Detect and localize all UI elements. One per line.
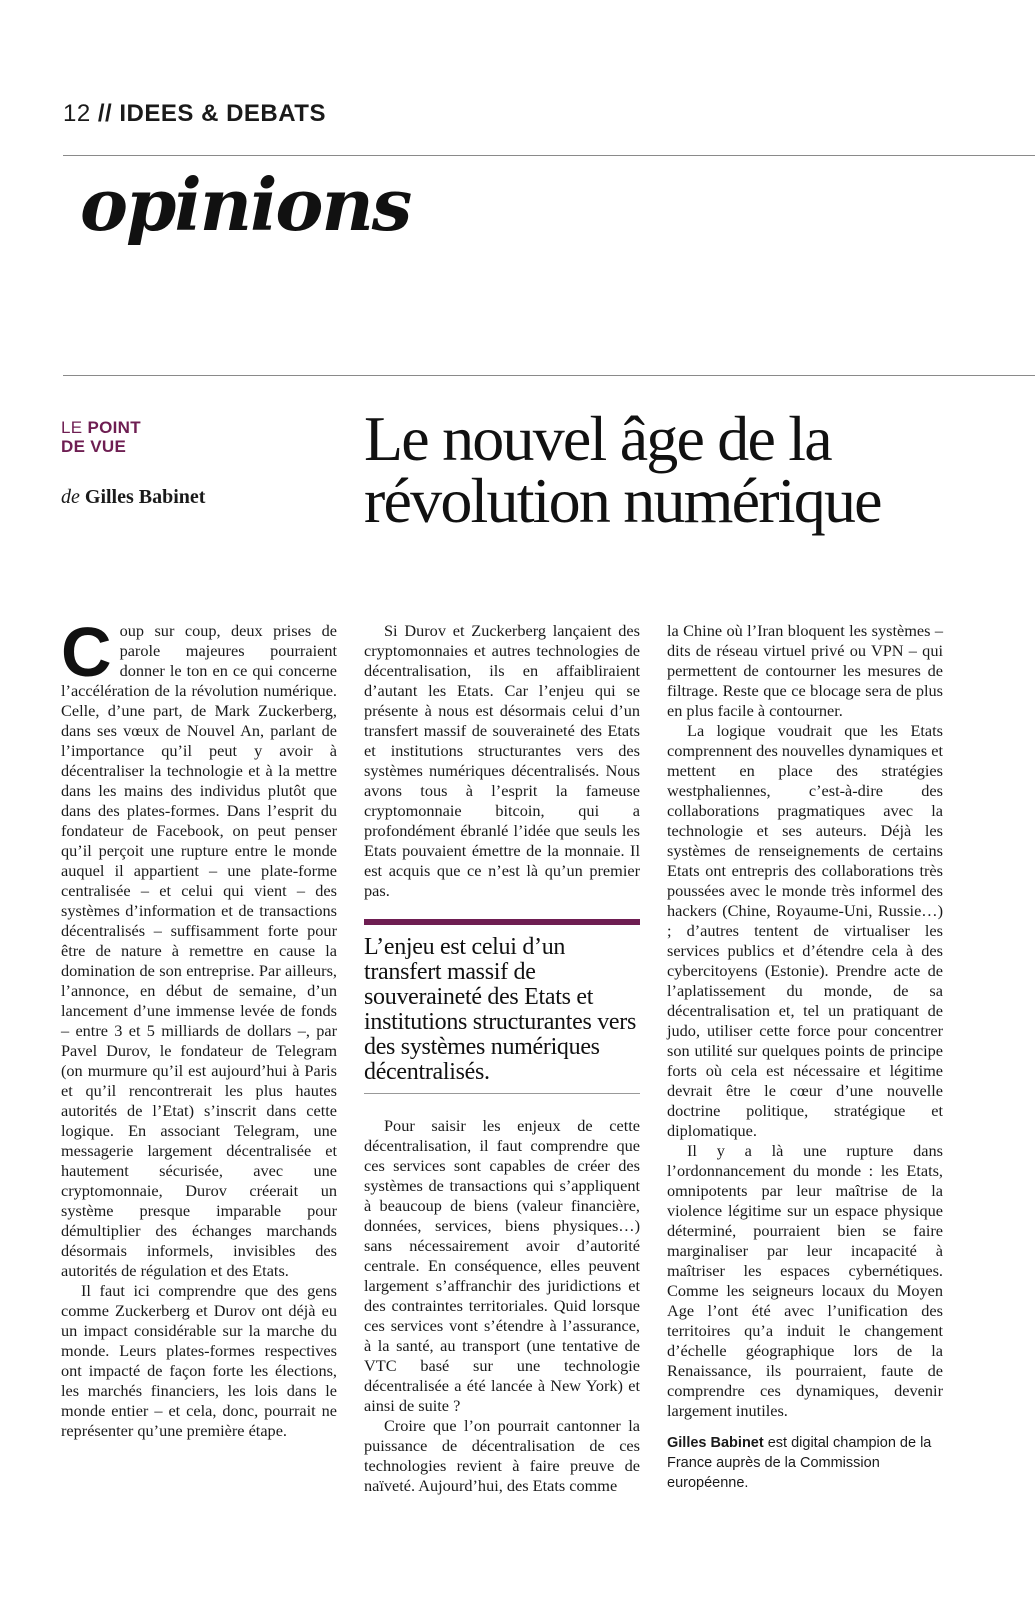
article-column-2 <box>364 621 640 1496</box>
bio-name: Gilles Babinet <box>667 1435 764 1451</box>
paragraph: Pour saisir les enjeux de cette décentralisation, il faut comprendre que ces services sont capables de créer des systèmes de transactions qui s’appliquent à beaucoup de biens (valeur financière, données, services, biens physiques…) sans nécessairement avoir d’autorité centrale. En conséquence, elles peuvent largement s’affranchir des juridictions et des contraintes territoriales. Quid lorsque ces services vont s’étendre à l’assurance, à la santé, au transport (une tentative de VTC basé sur une technologie décentralisée a été lancée à New York) et ainsi de suite ? <box>364 1116 640 1415</box>
kicker-light: LE <box>61 418 83 437</box>
paragraph: la Chine où l’Iran bloquent les systèmes – dits de réseau virtuel privé ou VPN – qui permettent de contourner les mesures de filtrage. Reste que ce blocage sera de plus en plus facile à contourner. <box>667 621 943 720</box>
page-number: 12 <box>63 100 91 127</box>
header-separator: // <box>97 100 113 127</box>
kicker <box>61 418 261 456</box>
paragraph: La logique voudrait que les Etats comprennent des nouvelles dynamiques et mettent en place des stratégies westphaliennes, c’est-à-dire des collaborations pragmatiques avec la technologie et ses auteurs. Déjà les systèmes de renseignements de certains Etats ont entrepris des collaborations très poussées avec le monde très informel des hackers (Chine, Royaume-Uni, Russie…) ; d’autres tentent de virtualiser les services publics et d’étendre cela à des cybercitoyens (Estonie). Prendre acte de l’aplatissement du monde, de sa décentralisation et, tel un pratiquant de judo, utiliser cette force pour concentrer son utilité sur quelques points de principe forts où cela est nécessaire et légitime devrait être le cœur d’une nouvelle doctrine politique, stratégique et diplomatique. <box>667 721 943 1140</box>
pull-quote: L’enjeu est celui d’un transfert massif de souveraineté des Etats et institutions structurantes vers des systèmes numériques décentralisés. <box>364 919 640 1094</box>
byline-prefix: de <box>61 486 80 508</box>
paragraph-text: oup sur coup, deux prises de parole majeures pourraient donner le ton en ce qui concerne l’accélération de la révolution numérique. Celle, d’une part, de Mark Zuckerberg, dans ses vœux de Nouvel An, parlant de l’importance qu’il peut y avoir à décentraliser la technologie et à la mettre dans les mains des individus plutôt que dans des plates-formes. Dans l’esprit du fondateur de Facebook, on peut penser qu’il perçoit une rupture entre le monde auquel il appartient – une plate-forme centralisée – et celui qui vient – des systèmes d’information et de transactions décentralisés – suffisamment forte pour être de nature à remettre en cause la domination de son entreprise. Par ailleurs, l’annonce, en début de semaine, d’un lancement d’une immense levée de fonds – entre 3 et 5 milliards de dollars –, par Pavel Durov, le fondateur de Telegram (on murmure qu’il est aujourd’hui à Paris et qu’il rencontrerait les plus hautes autorités de l’Etat) s’inscrit dans cette logique. En associant Telegram, une messagerie largement décentralisée et hautement sécurisée, avec une cryptomonnaie, Durov créerait un système presque imparable pour démultiplier des échanges marchands désormais informels, invisibles des autorités de régulation et des Etats. <box>61 621 337 1280</box>
paragraph <box>61 613 337 1281</box>
section-title: opinions <box>80 162 411 247</box>
headline-line2: révolution numérique <box>364 465 881 536</box>
top-divider <box>63 155 1035 156</box>
byline <box>61 486 205 509</box>
paragraph: Croire que l’on pourrait cantonner la puissance de décentralisation de ces technologies revient à faire preuve de naïveté. Aujourd’hui, des Etats comme <box>364 1416 640 1495</box>
section-divider <box>63 375 1035 376</box>
kicker-line2: DE VUE <box>61 437 127 456</box>
page-header <box>63 100 326 128</box>
paragraph: Il faut ici comprendre que des gens comme Zuckerberg et Durov ont déjà eu un impact considérable sur la marche du monde. Leurs plates-formes respectives ont impacté de façon forte les élections, les marchés financiers, les lois dans le monde entier – et cela, donc, pourrait ne représenter qu’une première étape. <box>61 1281 337 1440</box>
drop-cap: C <box>61 613 112 691</box>
headline <box>364 403 1024 536</box>
section-label: IDEES & DEBATS <box>119 100 326 127</box>
author-bio <box>667 1433 943 1493</box>
byline-author: Gilles Babinet <box>84 486 206 508</box>
headline-line1: Le nouvel âge de la <box>364 403 831 474</box>
article-column-3 <box>667 621 943 1493</box>
paragraph: Si Durov et Zuckerberg lançaient des cryptomonnaies et autres technologies de décentralisation, ils en affaibliraient d’autant les Etats. Car l’enjeu qui se présente à nous est désormais celui d’un transfert massif de souveraineté des Etats et institutions structurantes vers des systèmes numériques décentralisés. Nous avons tous à l’esprit la fameuse cryptomonnaie bitcoin, qui a profondément ébranlé l’idée que seuls les Etats pouvaient émettre de la monnaie. Il est acquis que ce n’est là qu’un premier pas. <box>364 621 640 900</box>
kicker-bold: POINT <box>87 418 141 437</box>
bio-text: est digital champion de la France auprès de la Commission européenne. <box>667 1435 932 1491</box>
article-column-1 <box>61 613 337 1441</box>
paragraph: Il y a là une rupture dans l’ordonnancement du monde : les Etats, omnipotents par leur maîtrise de la violence légitime sur un espace physique déterminé, pourraient bien se faire marginaliser par leur incapacité à maîtriser les espaces cybernétiques. Comme les seigneurs locaux du Moyen Age l’ont été avec l’unification des territoires qu’a induit le changement d’échelle géographique lors de la Renaissance, ils pourraient, faute de comprendre ces dynamiques, devenir largement inutiles. <box>667 1141 943 1420</box>
